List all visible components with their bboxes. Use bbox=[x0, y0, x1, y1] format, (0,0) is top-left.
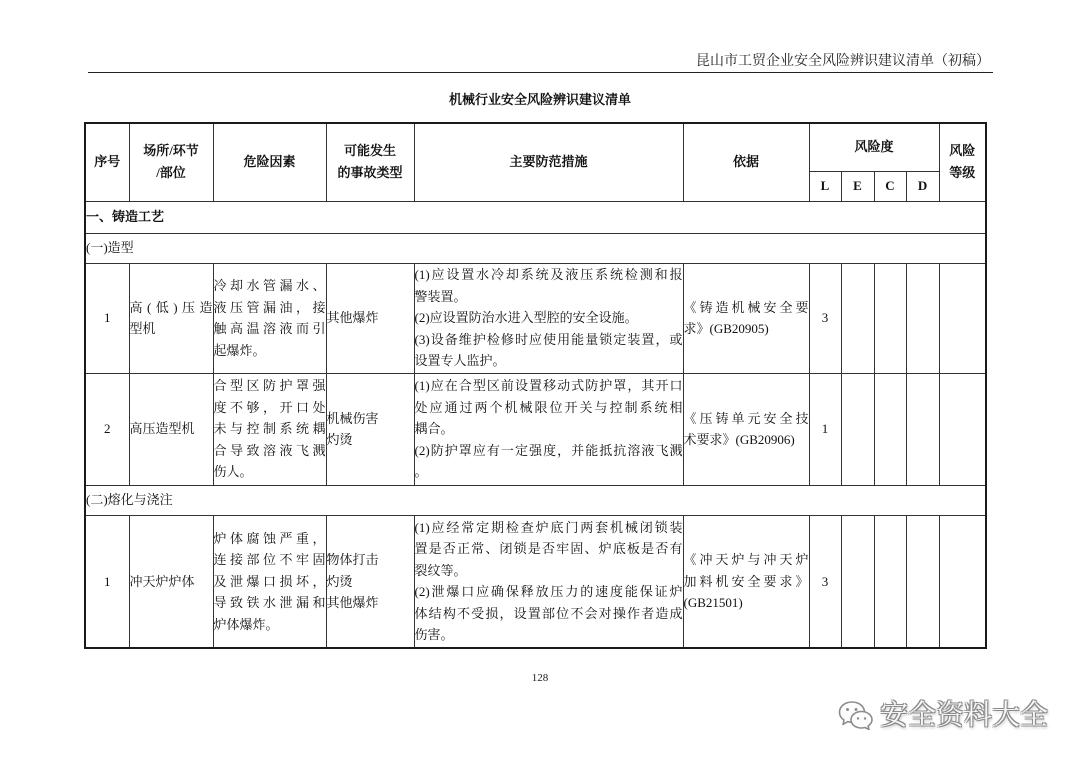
measure-item bbox=[415, 517, 683, 582]
cell-no: 1 bbox=[85, 515, 129, 648]
table-row bbox=[85, 263, 986, 373]
cell-accident-type bbox=[326, 515, 414, 648]
text-line: 设置专人监护。 bbox=[414, 353, 506, 369]
text-line: 伤害。 bbox=[414, 627, 454, 643]
running-header: 昆山市工贸企业安全风险辨识建议清单（初稿） bbox=[696, 54, 990, 69]
cell-location bbox=[129, 515, 213, 648]
col-header-risk-degree: 风险度 bbox=[809, 123, 939, 171]
col-header-l: L bbox=[809, 171, 841, 201]
text-line: (2)防护罩应有一定强度，并能抵抗溶液飞溅 bbox=[414, 442, 683, 458]
text-line: (2)泄爆口应确保释放压力的速度能保证炉 bbox=[414, 584, 683, 600]
text-line: 耦合。 bbox=[414, 421, 454, 437]
document-title: 机械行业安全风险辨识建议清单 bbox=[448, 92, 631, 107]
text-line: (1)应在合型区前设置移动式防护罩，其开口 bbox=[414, 378, 683, 394]
group-row bbox=[85, 485, 986, 515]
page-number: 128 bbox=[531, 672, 549, 684]
measure-item bbox=[415, 375, 683, 440]
cell-hazard bbox=[213, 263, 326, 373]
text-line: 。 bbox=[414, 464, 428, 480]
cell-d bbox=[906, 373, 939, 485]
text-line: 术要求》(GB20906) bbox=[683, 432, 795, 447]
text-line: (1)应经常定期检查炉底门两套机械闭锁装 bbox=[414, 519, 683, 535]
cell-l: 1 bbox=[809, 373, 841, 485]
wechat-icon bbox=[838, 700, 874, 730]
cell-no: 1 bbox=[85, 263, 129, 373]
cell-location bbox=[129, 373, 213, 485]
cell-accident-type bbox=[326, 373, 414, 485]
text-line: 连接部位不牢固 bbox=[213, 552, 326, 567]
text-line: 合导致溶液飞溅 bbox=[213, 442, 326, 458]
text-line: 及泄爆口损坏， bbox=[213, 573, 326, 589]
cell-measures bbox=[414, 263, 683, 373]
text-line: 警装置。 bbox=[414, 288, 467, 304]
text-line: 求》(GB20905) bbox=[683, 321, 769, 336]
text-line: (3)设备维护检修时应使用能量锁定装置，或 bbox=[414, 331, 683, 347]
group-row bbox=[85, 233, 986, 263]
text-line: 炉体爆炸。 bbox=[213, 616, 279, 632]
cell-basis bbox=[683, 373, 809, 485]
col-header-c: C bbox=[874, 171, 906, 201]
text-line: 加料机安全要求》 bbox=[683, 573, 809, 589]
text-line: 合型区防护罩强 bbox=[213, 378, 326, 394]
cell-risk-level bbox=[939, 373, 986, 485]
measure-item bbox=[415, 307, 683, 329]
cell-hazard bbox=[213, 373, 326, 485]
cell-measures bbox=[414, 515, 683, 648]
text-line: 液压管漏油，接 bbox=[213, 299, 326, 315]
cell-no: 2 bbox=[85, 373, 129, 485]
text-line: 触高温溶液而引 bbox=[213, 321, 326, 336]
col-header-measures: 主要防范措施 bbox=[414, 123, 683, 201]
text-line: 《冲天炉与冲天炉 bbox=[683, 552, 809, 567]
text-line: (2)应设置防治水进入型腔的安全设施。 bbox=[414, 310, 638, 326]
text-line: 处应通过两个机械限位开关与控制系统相 bbox=[414, 399, 683, 415]
text-line: 灼烫 bbox=[326, 573, 353, 589]
cell-c bbox=[874, 263, 906, 373]
text-line: (GB21501) bbox=[683, 595, 743, 610]
cell-l: 3 bbox=[809, 263, 841, 373]
header-line: /部位 bbox=[156, 165, 186, 181]
text-line: 体结构不受损，设置部位不会对操作者造成 bbox=[414, 605, 683, 621]
text-line: 其他爆炸 bbox=[326, 310, 379, 326]
risk-table bbox=[84, 122, 987, 649]
header-rule bbox=[88, 72, 993, 73]
col-header-no: 序号 bbox=[85, 123, 129, 201]
cell-d bbox=[906, 263, 939, 373]
text-line: (1)应设置水冷却系统及液压系统检测和报 bbox=[414, 267, 683, 283]
measure-item bbox=[415, 581, 683, 646]
header-line: 等级 bbox=[949, 165, 976, 181]
text-line: 型机 bbox=[129, 321, 156, 336]
table-row bbox=[85, 515, 986, 648]
cell-l: 3 bbox=[809, 515, 841, 648]
text-line: 置是否正常、闭锁是否牢固、炉底板是否有 bbox=[414, 541, 683, 557]
cell-location bbox=[129, 263, 213, 373]
watermark-text: 安全资料大全 bbox=[880, 698, 1049, 731]
cell-c bbox=[874, 515, 906, 648]
cell-risk-level bbox=[939, 263, 986, 373]
cell-hazard bbox=[213, 515, 326, 648]
header-line: 风险 bbox=[949, 143, 976, 159]
text-line: 冷却水管漏水、 bbox=[213, 278, 326, 293]
text-line: 未与控制系统耦 bbox=[213, 421, 326, 437]
text-line: 导致铁水泄漏和 bbox=[213, 595, 326, 610]
cell-e bbox=[841, 263, 874, 373]
header-line: 的事故类型 bbox=[337, 165, 403, 181]
header-line: 场所/环节 bbox=[143, 143, 199, 159]
col-header-location bbox=[129, 123, 213, 201]
text-line: 《压铸单元安全技 bbox=[683, 410, 809, 426]
text-line: 高(低)压造 bbox=[129, 299, 213, 315]
col-header-basis: 依据 bbox=[683, 123, 809, 201]
cell-d bbox=[906, 515, 939, 648]
text-line: 裂纹等。 bbox=[414, 562, 467, 578]
cell-basis bbox=[683, 515, 809, 648]
col-header-hazard: 危险因素 bbox=[213, 123, 326, 201]
cell-accident-type bbox=[326, 263, 414, 373]
measure-item bbox=[415, 264, 683, 307]
text-line: 《铸造机械安全要 bbox=[683, 299, 809, 315]
cell-e bbox=[841, 373, 874, 485]
col-header-risk-level bbox=[939, 123, 986, 201]
header-line: 可能发生 bbox=[343, 143, 396, 159]
text-line: 冲天炉炉体 bbox=[129, 573, 195, 589]
table-row bbox=[85, 373, 986, 485]
text-line: 物体打击 bbox=[326, 552, 379, 567]
measure-item bbox=[415, 440, 683, 483]
group-title: (一)造型 bbox=[85, 233, 986, 263]
text-line: 伤人。 bbox=[213, 464, 253, 480]
col-header-accident-type bbox=[326, 123, 414, 201]
cell-basis bbox=[683, 263, 809, 373]
table-header-row bbox=[85, 123, 986, 171]
cell-c bbox=[874, 373, 906, 485]
group-title: (二)熔化与浇注 bbox=[85, 485, 986, 515]
section-title: 一、铸造工艺 bbox=[85, 201, 986, 233]
text-line: 度不够，开口处 bbox=[213, 399, 326, 415]
text-line: 灼烫 bbox=[326, 432, 353, 447]
measure-item bbox=[415, 329, 683, 372]
cell-risk-level bbox=[939, 515, 986, 648]
text-line: 炉体腐蚀严重， bbox=[213, 530, 326, 546]
text-line: 机械伤害 bbox=[326, 410, 379, 426]
col-header-d: D bbox=[906, 171, 939, 201]
text-line: 高压造型机 bbox=[129, 421, 195, 437]
cell-e bbox=[841, 515, 874, 648]
cell-measures bbox=[414, 373, 683, 485]
col-header-e: E bbox=[841, 171, 874, 201]
text-line: 起爆炸。 bbox=[213, 342, 266, 358]
text-line: 其他爆炸 bbox=[326, 595, 379, 610]
section-row bbox=[85, 201, 986, 233]
